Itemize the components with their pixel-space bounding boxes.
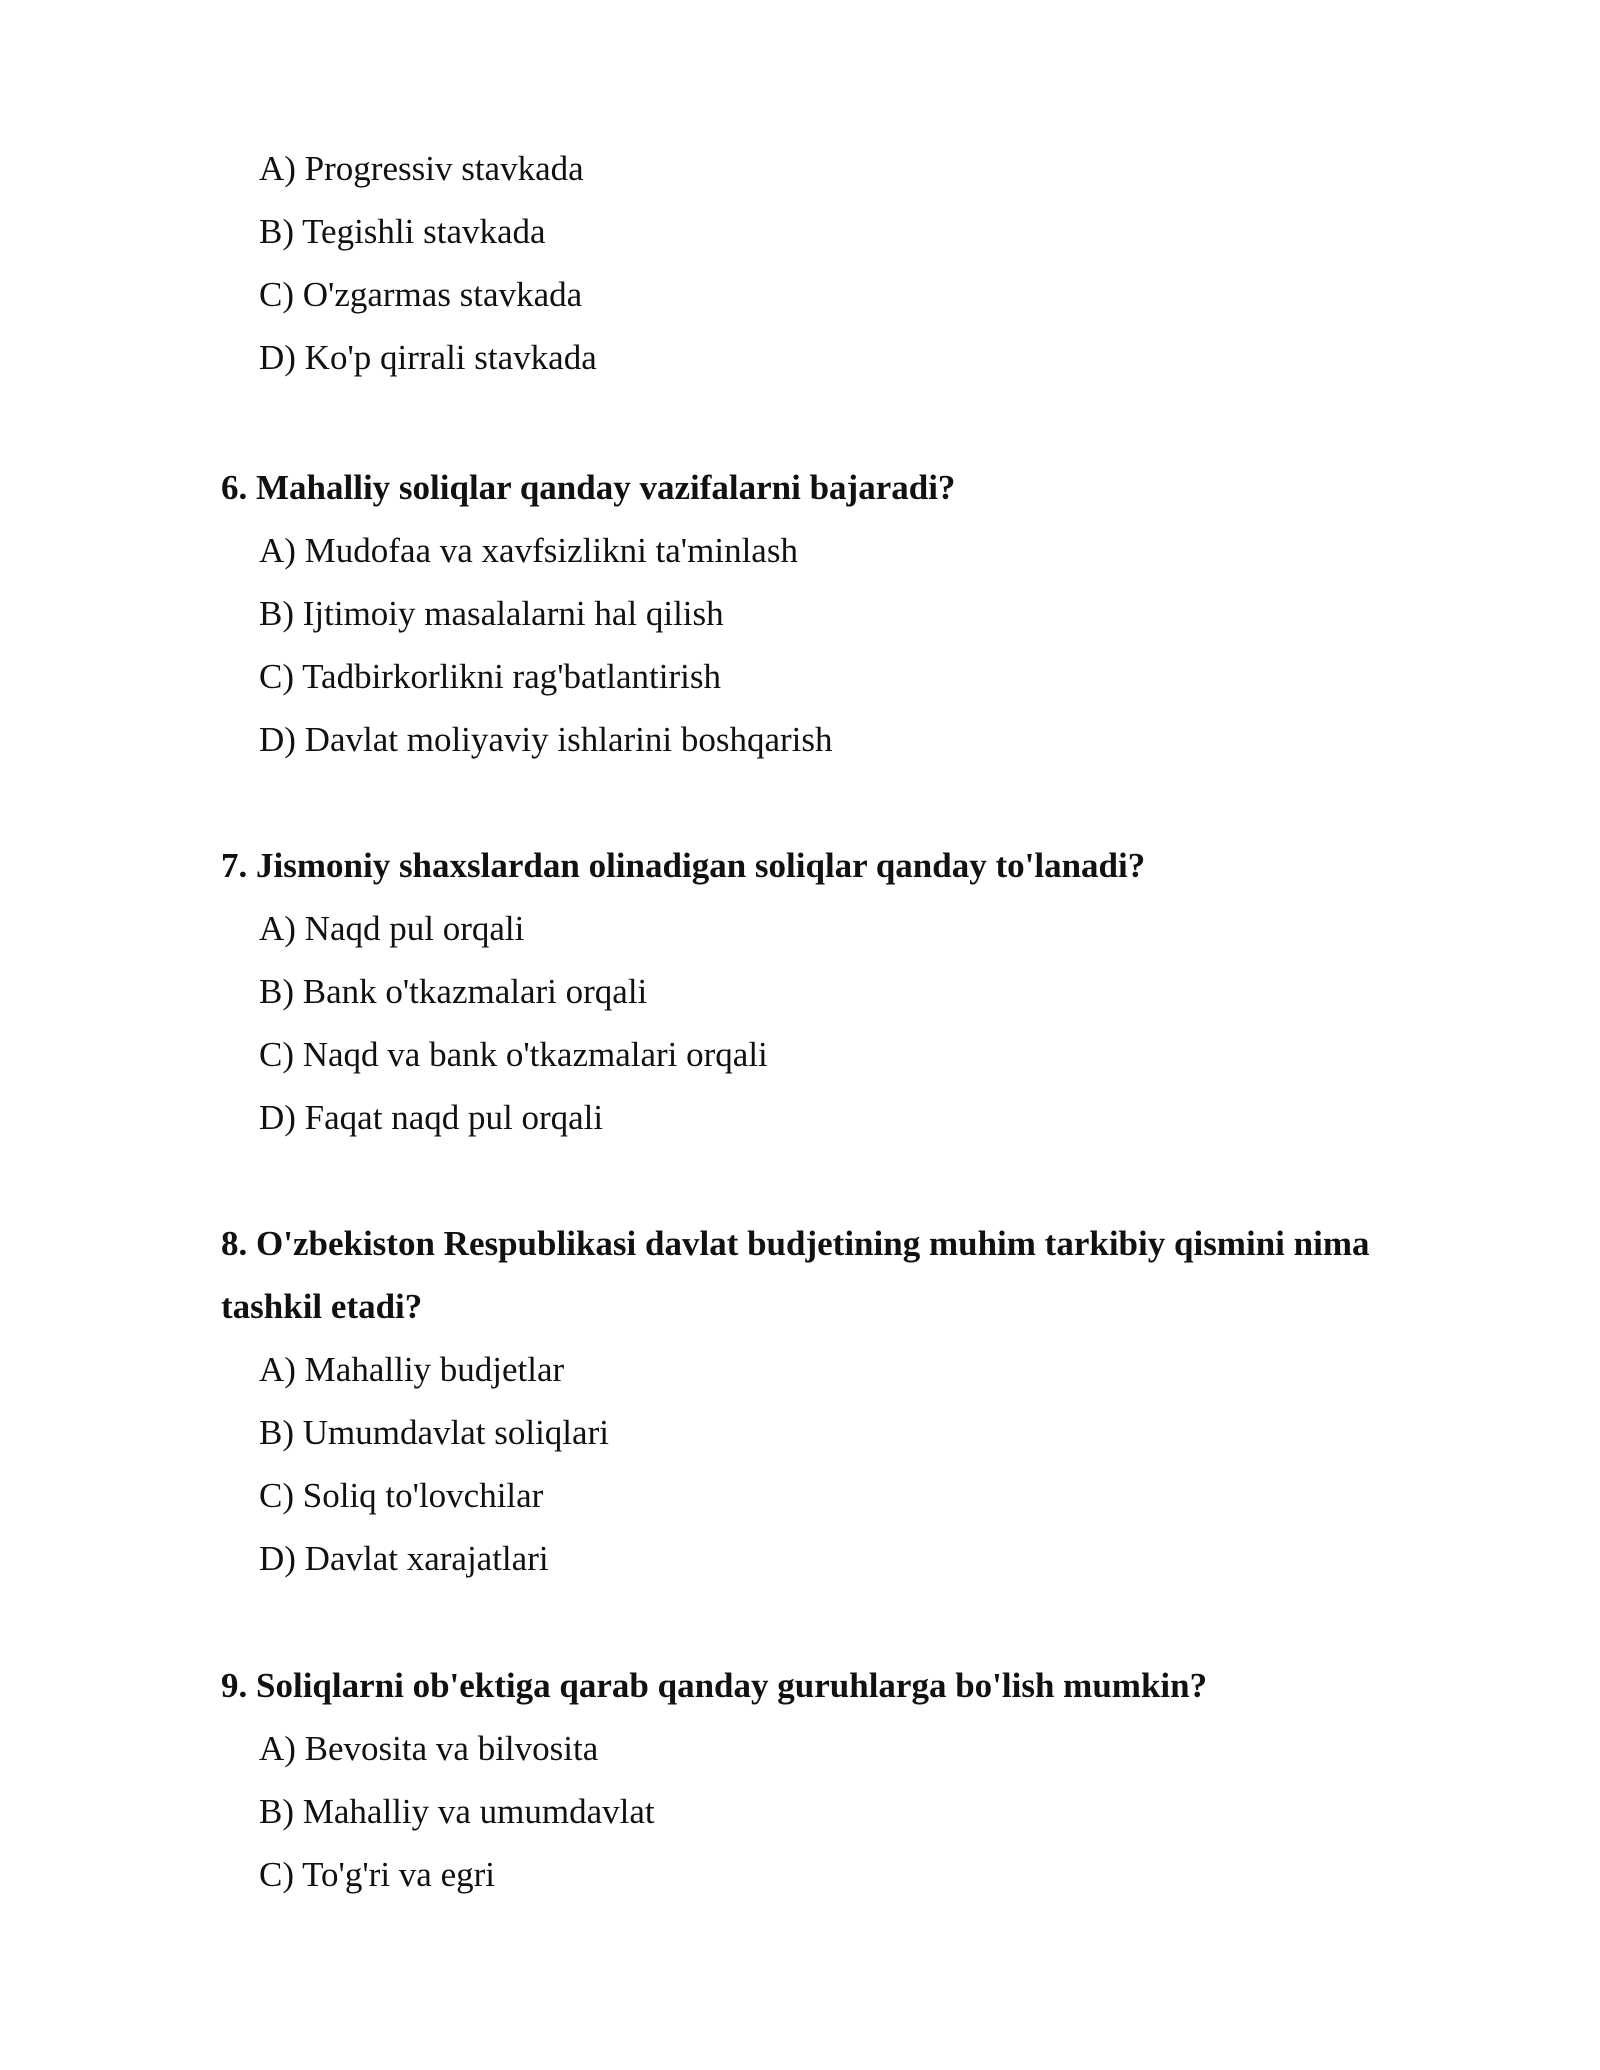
- option-a: A) Mudofaa va xavfsizlikni ta'minlash: [259, 531, 798, 570]
- option-b: B) Bank o'tkazmalari orqali: [259, 972, 648, 1011]
- question-text: 8. O'zbekiston Respublikasi davlat budjetining muhim tarkibiy qismini nima tashkil etadi?: [221, 1224, 1370, 1326]
- option-a: A) Naqd pul orqali: [259, 909, 525, 948]
- option-a: A) Bevosita va bilvosita: [259, 1729, 599, 1768]
- option-a: A) Mahalliy budjetlar: [259, 1350, 565, 1389]
- question-text: 9. Soliqlarni ob'ektiga qarab qanday guruhlarga bo'lish mumkin?: [221, 1666, 1208, 1705]
- question-block-8: [0, 1212, 1600, 1590]
- question-block-5: [0, 137, 1600, 389]
- question-block-6: [0, 456, 1600, 771]
- question-text: 7. Jismoniy shaxslardan olinadigan soliqlar qanday to'lanadi?: [221, 846, 1146, 885]
- question-text: 6. Mahalliy soliqlar qanday vazifalarni bajaradi?: [221, 468, 956, 507]
- option-c: C) O'zgarmas stavkada: [259, 275, 583, 314]
- option-c: C) Naqd va bank o'tkazmalari orqali: [259, 1035, 768, 1074]
- option-b: B) Mahalliy va umumdavlat: [259, 1792, 655, 1831]
- option-b: B) Umumdavlat soliqlari: [259, 1413, 609, 1452]
- option-c: C) Soliq to'lovchilar: [259, 1476, 544, 1515]
- question-block-7: [0, 834, 1600, 1149]
- option-d: D) Davlat moliyaviy ishlarini boshqarish: [259, 720, 833, 759]
- option-b: B) Tegishli stavkada: [259, 212, 546, 251]
- option-d: D) Davlat xarajatlari: [259, 1539, 549, 1578]
- option-c: C) Tadbirkorlikni rag'batlantirish: [259, 657, 722, 696]
- option-d: D) Faqat naqd pul orqali: [259, 1098, 604, 1137]
- option-b: B) Ijtimoiy masalalarni hal qilish: [259, 594, 724, 633]
- option-a: A) Progressiv stavkada: [259, 149, 584, 188]
- option-d: D) Ko'p qirrali stavkada: [259, 338, 597, 377]
- question-block-9: [0, 1654, 1600, 1906]
- option-c: C) To'g'ri va egri: [259, 1855, 495, 1894]
